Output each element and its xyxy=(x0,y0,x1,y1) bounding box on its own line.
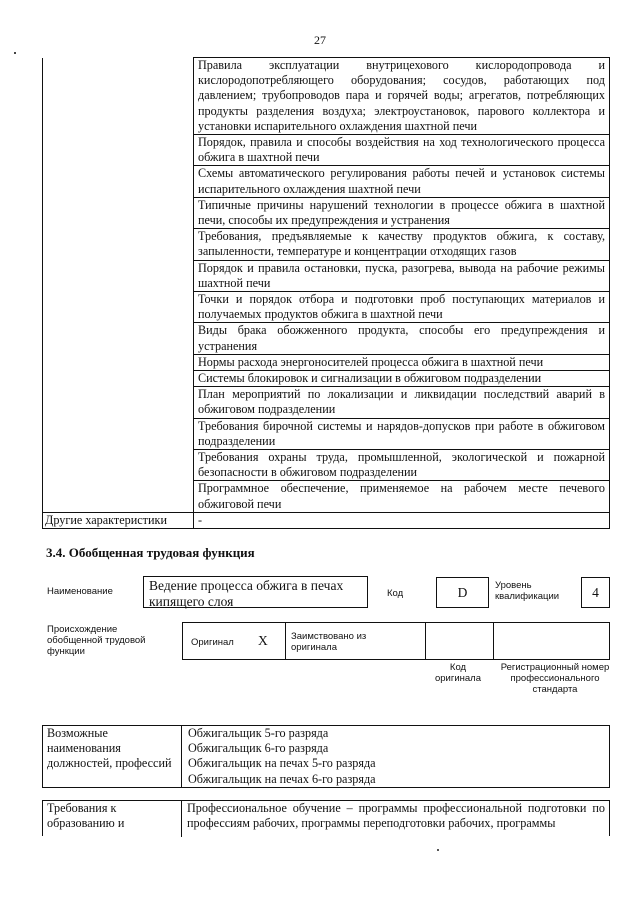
table-row xyxy=(43,197,610,228)
table-row xyxy=(43,166,610,197)
requirement-item: Точки и порядок отбора и подготовки проб поступающих материалов и получаемых продуктов обжига в шахтной печи xyxy=(194,292,610,323)
requirement-item: Программное обеспечение, применяемое на рабочем месте печевого обжиговой печи xyxy=(194,481,610,512)
borrowed-label: Заимствовано из оригинала xyxy=(291,631,367,653)
code-original-label: Код оригинала xyxy=(434,662,481,684)
other-characteristics-label: Другие характеристики xyxy=(43,512,194,528)
original-label: Оригинал xyxy=(191,637,234,648)
requirement-item: Системы блокировок и сигнализации в обжиговом подразделении xyxy=(194,371,610,387)
code-box xyxy=(436,577,489,608)
level-value: 4 xyxy=(592,585,599,600)
requirement-item: Схемы автоматического регулирования работы печей и установок системы испарительного охлаждения шахтной печи xyxy=(194,166,610,197)
margin-mark xyxy=(14,52,16,54)
table-row xyxy=(43,260,610,291)
requirement-item: Виды брака обожженного продукта, способы его предупреждения и устранения xyxy=(194,323,610,354)
divider xyxy=(425,623,426,659)
code-label: Код xyxy=(387,588,404,599)
position-item: Обжигальщик 6-го разряда xyxy=(188,741,329,756)
table-row xyxy=(43,135,610,166)
table-row xyxy=(43,58,610,135)
table-row xyxy=(43,354,610,370)
table-row xyxy=(43,418,610,449)
table-row xyxy=(43,323,610,354)
registration-number-label: Регистрационный номер профессионального стандарта xyxy=(500,662,610,695)
name-label: Наименование xyxy=(47,586,113,597)
table-row xyxy=(43,387,610,418)
position-item: Обжигальщик 5-го разряда xyxy=(188,726,329,740)
other-characteristics-value: - xyxy=(194,512,610,528)
requirement-item: Требования бирочной системы и нарядов-допусков при работе в обжиговом подразделении xyxy=(194,418,610,449)
divider xyxy=(493,623,494,659)
requirement-item: Требования, предъявляемые к качеству продуктов обжига, к составу, запыленности, температуре и концентрации отходящих газов xyxy=(194,229,610,260)
position-item: Обжигальщик на печах 6-го разряда xyxy=(188,771,376,786)
requirement-item: Правила эксплуатации внутрицехового кислородопровода и кислородопотребляющего оборудования; сосудов, работающих под давлением; трубопроводов пара и горячей воды; агрегатов, потребляющих продукты разделения воздуха; электроустановок, парового коллектора и установки испарительного охлаждения шахтной печи xyxy=(194,58,610,135)
table-row xyxy=(43,512,610,528)
divider xyxy=(181,801,182,837)
education-value: Профессиональное обучение – программы профессиональной подготовки по профессиям рабочих, программы переподготовки рабочих, программы xyxy=(187,801,605,831)
requirement-item: Порядок, правила и способы воздействия на ход технологического процесса обжига в шахтной печи xyxy=(194,135,610,166)
section-heading: 3.4. Обобщенная трудовая функция xyxy=(46,545,255,560)
requirement-item: Нормы расхода энергоносителей процесса обжига в шахтной печи xyxy=(194,354,610,370)
education-label: Требования к образованию и xyxy=(47,801,125,831)
requirement-item: Требования охраны труда, промышленной, экологической и пожарной безопасности в обжиговом подразделении xyxy=(194,450,610,481)
requirement-item: Порядок и правила остановки, пуска, разогрева, вывода на рабочие режимы шахтной печи xyxy=(194,260,610,291)
table-row xyxy=(43,292,610,323)
table-row xyxy=(43,481,610,512)
level-label: Уровень квалификации xyxy=(495,580,560,602)
table-row xyxy=(43,726,610,788)
code-value: D xyxy=(457,585,468,600)
original-mark: X xyxy=(258,633,268,648)
function-name-box xyxy=(143,576,368,608)
origin-label: Происхождение обобщенной трудовой функции xyxy=(47,624,146,657)
function-name: Ведение процесса обжига в печах кипящего слоя xyxy=(149,578,344,609)
level-box xyxy=(581,577,610,608)
requirement-item: Типичные причины нарушений технологии в процессе обжига в шахтной печи, способы их предупреждения и устранения xyxy=(194,197,610,228)
divider xyxy=(285,623,286,659)
positions-table xyxy=(42,725,610,788)
origin-table xyxy=(182,622,610,660)
page-number: 27 xyxy=(314,33,326,47)
positions-label: Возможные наименования должностей, профессий xyxy=(43,726,182,788)
table-row xyxy=(43,450,610,481)
requirement-item: План мероприятий по локализации и ликвидации последствий аварий в обжиговом подразделении xyxy=(194,387,610,418)
position-item: Обжигальщик на печах 5-го разряда xyxy=(188,756,376,771)
margin-mark xyxy=(437,849,439,851)
education-table xyxy=(42,800,610,836)
table-row xyxy=(43,371,610,387)
table-row xyxy=(43,229,610,260)
knowledge-table xyxy=(42,57,610,529)
